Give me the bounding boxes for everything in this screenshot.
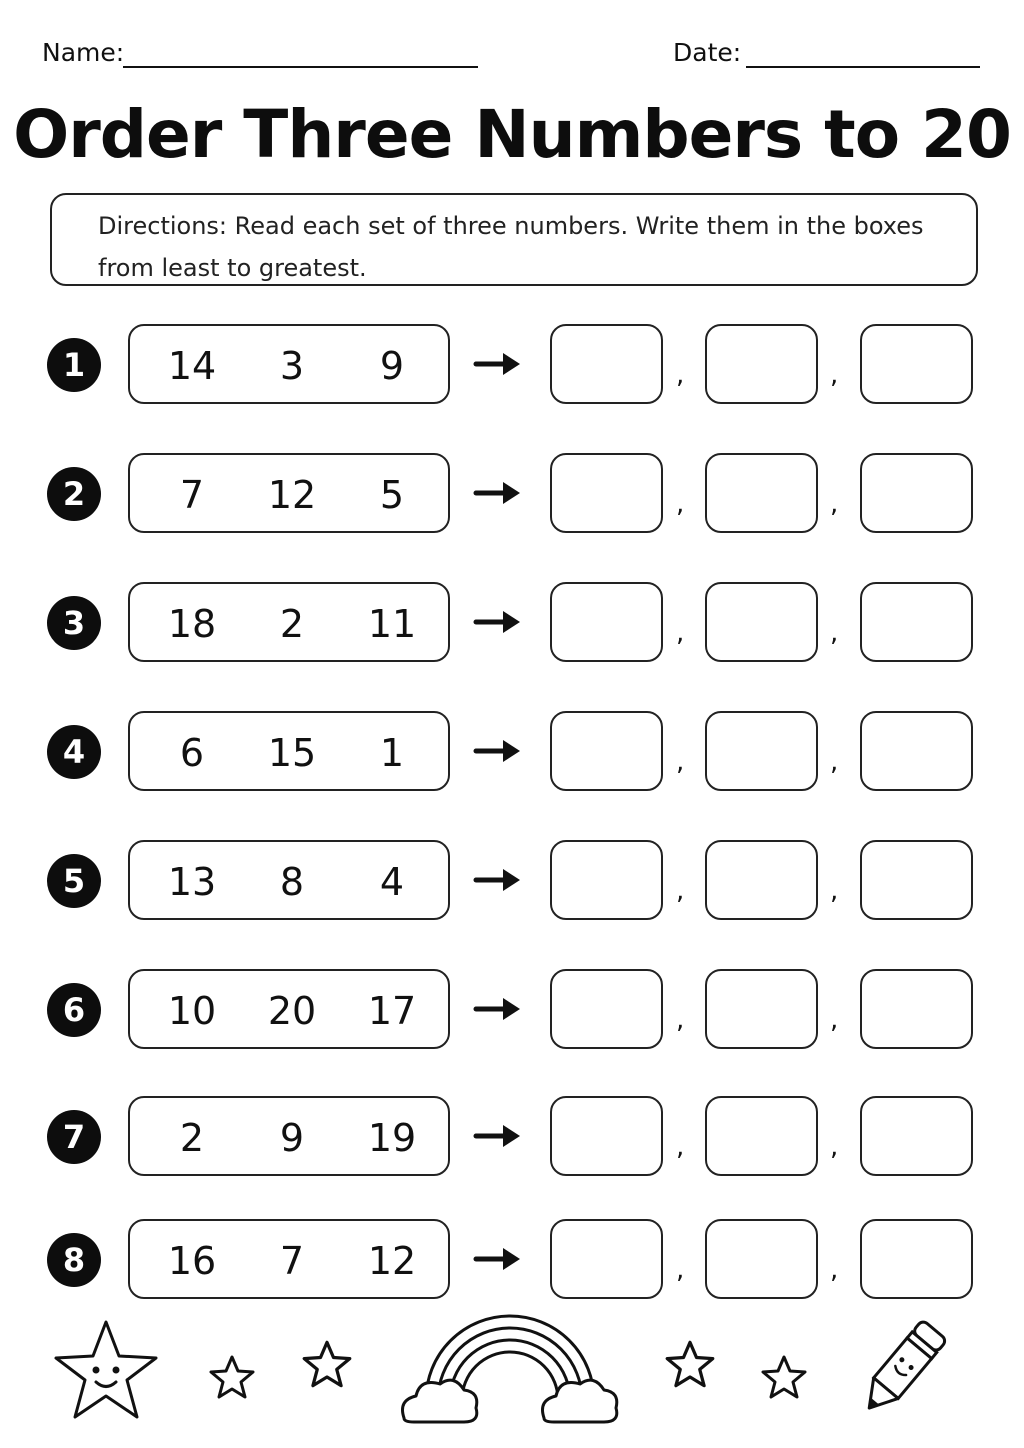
problem-number-badge: 3: [47, 596, 101, 650]
comma-separator: ,: [830, 618, 839, 648]
star-icon: [301, 1339, 353, 1389]
answer-box[interactable]: [860, 324, 973, 404]
date-field[interactable]: [746, 66, 980, 68]
smiling-star-icon: [52, 1318, 160, 1422]
given-number: 6: [179, 731, 205, 775]
arrow-right-icon: [473, 994, 523, 1024]
answer-box[interactable]: [705, 1096, 818, 1176]
comma-separator: ,: [830, 489, 839, 519]
answer-box[interactable]: [550, 711, 663, 791]
given-number: 9: [279, 1116, 305, 1160]
given-number: 3: [279, 344, 305, 388]
comma-separator: ,: [830, 1255, 839, 1285]
comma-separator: ,: [676, 1255, 685, 1285]
problem-row: [0, 1096, 1024, 1178]
problem-number-badge: 5: [47, 854, 101, 908]
answer-box[interactable]: [860, 1096, 973, 1176]
answer-box[interactable]: [860, 711, 973, 791]
answer-box[interactable]: [550, 1219, 663, 1299]
problem-row: [0, 1219, 1024, 1301]
star-icon: [664, 1339, 716, 1389]
date-label: Date:: [673, 38, 742, 67]
problem-number-badge: 1: [47, 338, 101, 392]
given-numbers-box: [128, 324, 450, 404]
name-field[interactable]: [123, 66, 478, 68]
comma-separator: ,: [676, 360, 685, 390]
comma-separator: ,: [830, 1132, 839, 1162]
answer-box[interactable]: [860, 582, 973, 662]
given-number: 19: [367, 1116, 417, 1160]
comma-separator: ,: [676, 618, 685, 648]
directions-box: [50, 193, 978, 286]
given-number: 20: [267, 989, 317, 1033]
arrow-right-icon: [473, 736, 523, 766]
answer-box[interactable]: [705, 969, 818, 1049]
problem-number-badge: 7: [47, 1110, 101, 1164]
comma-separator: ,: [830, 747, 839, 777]
problem-row: [0, 324, 1024, 406]
comma-separator: ,: [676, 1132, 685, 1162]
comma-separator: ,: [676, 489, 685, 519]
answer-box[interactable]: [860, 840, 973, 920]
given-numbers-box: [128, 711, 450, 791]
given-numbers-box: [128, 1096, 450, 1176]
answer-box[interactable]: [705, 324, 818, 404]
smiling-pencil-icon: [852, 1314, 952, 1424]
answer-box[interactable]: [705, 840, 818, 920]
given-numbers-box: [128, 453, 450, 533]
answer-box[interactable]: [550, 840, 663, 920]
given-number: 5: [379, 473, 405, 517]
answer-box[interactable]: [550, 969, 663, 1049]
answer-box[interactable]: [860, 969, 973, 1049]
answer-box[interactable]: [705, 582, 818, 662]
problem-row: [0, 840, 1024, 922]
answer-box[interactable]: [705, 711, 818, 791]
given-number: 12: [367, 1239, 417, 1283]
arrow-right-icon: [473, 349, 523, 379]
problem-row: [0, 453, 1024, 535]
arrow-right-icon: [473, 1244, 523, 1274]
given-number: 15: [267, 731, 317, 775]
star-icon: [760, 1354, 808, 1400]
given-number: 8: [279, 860, 305, 904]
given-number: 11: [367, 602, 417, 646]
comma-separator: ,: [676, 1005, 685, 1035]
given-number: 4: [379, 860, 405, 904]
given-number: 13: [167, 860, 217, 904]
answer-box[interactable]: [705, 453, 818, 533]
given-number: 2: [279, 602, 305, 646]
answer-box[interactable]: [860, 1219, 973, 1299]
given-number: 9: [379, 344, 405, 388]
problem-row: [0, 969, 1024, 1051]
given-number: 14: [167, 344, 217, 388]
comma-separator: ,: [830, 360, 839, 390]
rainbow-icon: [396, 1308, 624, 1426]
comma-separator: ,: [676, 876, 685, 906]
answer-box[interactable]: [550, 453, 663, 533]
answer-box[interactable]: [550, 324, 663, 404]
given-number: 1: [379, 731, 405, 775]
problem-row: [0, 711, 1024, 793]
problem-row: [0, 582, 1024, 664]
given-number: 2: [179, 1116, 205, 1160]
problem-number-badge: 6: [47, 983, 101, 1037]
comma-separator: ,: [830, 1005, 839, 1035]
problem-number-badge: 8: [47, 1233, 101, 1287]
given-numbers-box: [128, 1219, 450, 1299]
given-number: 7: [279, 1239, 305, 1283]
given-number: 16: [167, 1239, 217, 1283]
given-number: 17: [367, 989, 417, 1033]
given-numbers-box: [128, 582, 450, 662]
page-title: Order Three Numbers to 20: [13, 96, 1011, 173]
given-number: 7: [179, 473, 205, 517]
answer-box[interactable]: [860, 453, 973, 533]
answer-box[interactable]: [705, 1219, 818, 1299]
name-label: Name:: [42, 38, 125, 67]
problem-number-badge: 2: [47, 467, 101, 521]
comma-separator: ,: [676, 747, 685, 777]
star-icon: [208, 1354, 256, 1400]
arrow-right-icon: [473, 865, 523, 895]
given-numbers-box: [128, 969, 450, 1049]
comma-separator: ,: [830, 876, 839, 906]
directions-text: Directions: Read each set of three numbers. Write them in the boxes from least to greatest.: [98, 212, 924, 282]
given-number: 18: [167, 602, 217, 646]
problem-number-badge: 4: [47, 725, 101, 779]
given-numbers-box: [128, 840, 450, 920]
arrow-right-icon: [473, 607, 523, 637]
arrow-right-icon: [473, 1121, 523, 1151]
given-number: 10: [167, 989, 217, 1033]
arrow-right-icon: [473, 478, 523, 508]
answer-box[interactable]: [550, 582, 663, 662]
given-number: 12: [267, 473, 317, 517]
answer-box[interactable]: [550, 1096, 663, 1176]
